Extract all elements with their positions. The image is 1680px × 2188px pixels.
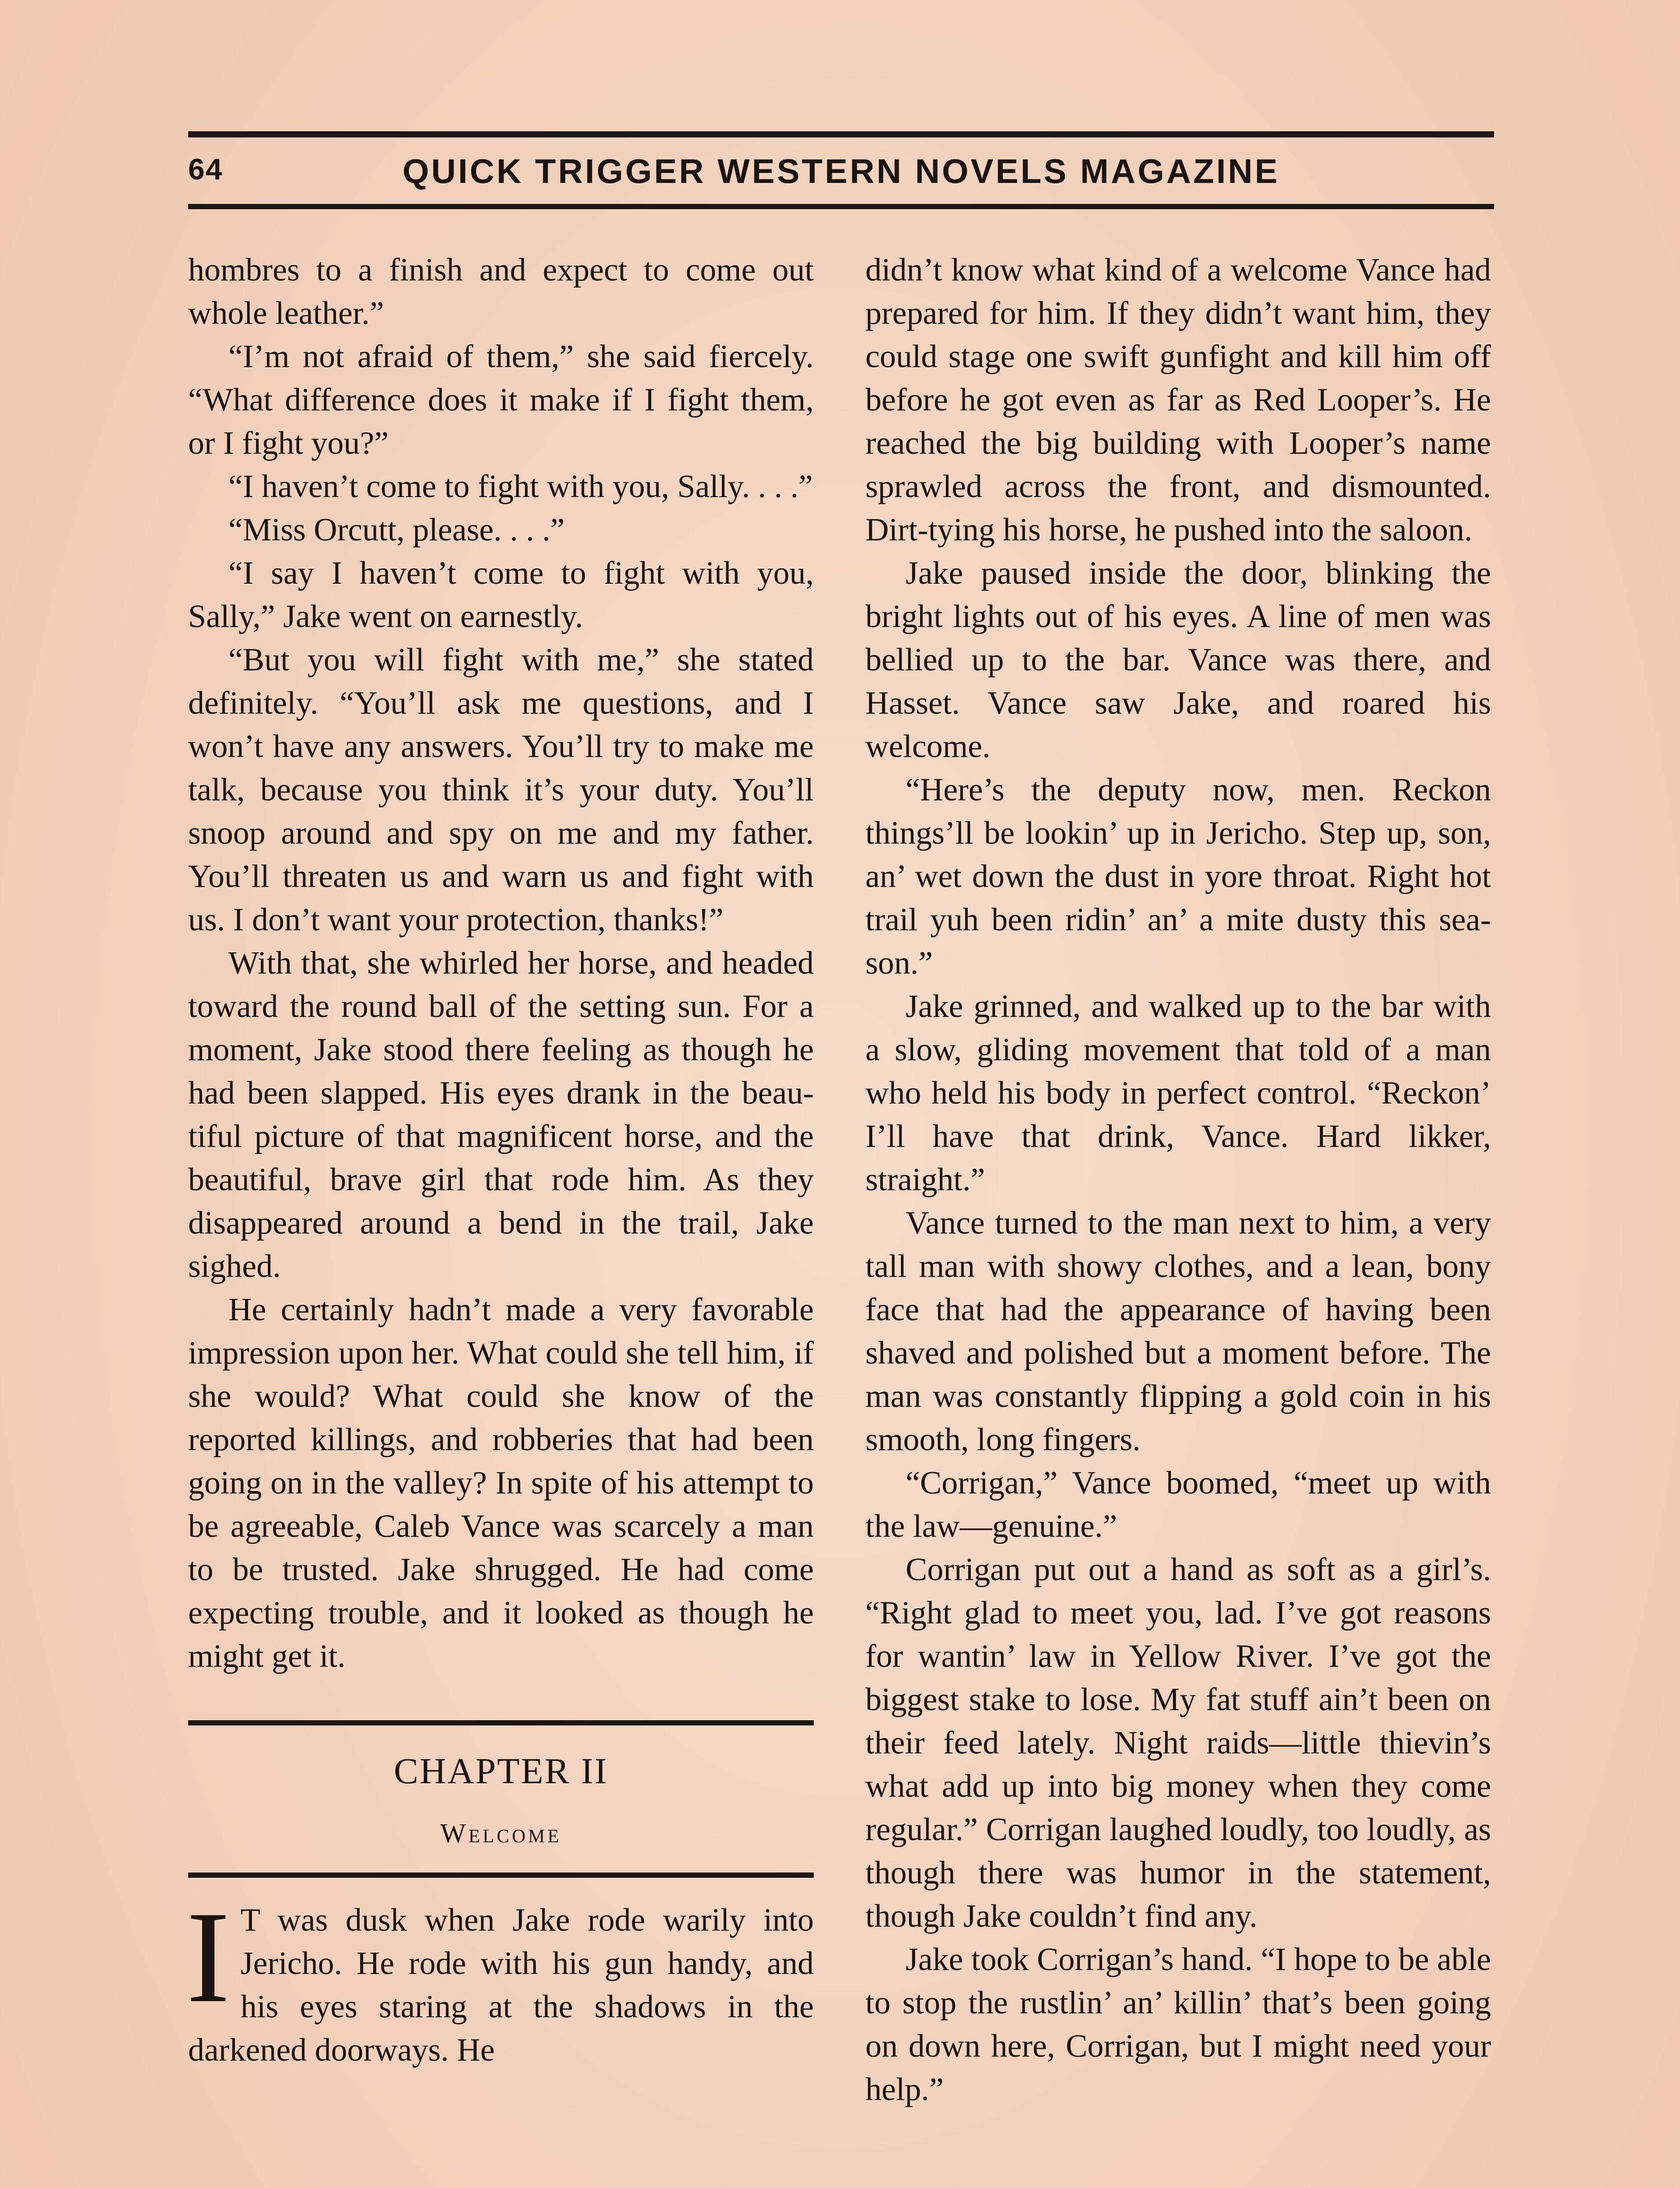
- drop-cap: I: [186, 1884, 230, 2030]
- chapter-opening-text: T was dusk when Jake rode warily into Jericho. He rode with his gun handy, and his eyes staring at the shadows in the darkened doorways. He: [188, 1902, 814, 2068]
- chapter-top-rule: [188, 1720, 814, 1725]
- right-column: [865, 249, 1491, 2111]
- paragraph: Corrigan put out a hand as soft as a girl’s. “Right glad to meet you, lad. I’ve got reasons for wantin’ law in Yellow River. I’ve got the biggest stake to lose. My fat stuff ain’t been on their feed lately. Night raids—little thievin’s what add up into big money when they come regular.” Corrigan laughed loudly, too loudly, as though there was humor in the statement, though Jake couldn’t find any.: [865, 1552, 1491, 1934]
- running-header: [188, 140, 1494, 201]
- paragraph: “Miss Orcutt, please. . . .”: [228, 512, 565, 548]
- paragraph: “But you will fight with me,” she stated definitely. “You’ll ask me questions, and I won’t have any answers. You’ll try to make me talk, because you think it’s your duty. You’ll snoop around and spy on me and my father. You’ll threaten us and warn us and fight with us. I don’t want your protection, thanks!”: [188, 642, 814, 938]
- magazine-title: QUICK TRIGGER WESTERN NOVELS MAGAZINE: [402, 152, 1280, 190]
- left-column: [188, 249, 814, 2072]
- paragraph: He certainly hadn’t made a very favorable impression upon her. What could she tell him, if she would? What could she know of the reported killings, and robberies that had been going on in the valley? In spite of his attempt to be agreeable, Caleb Vance was scarcely a man to be trusted. Jake shrugged. He had come expecting trouble, and it looked as though he might get it.: [188, 1292, 814, 1674]
- chapter-opening-paragraph: [186, 1884, 814, 2072]
- chapter-bottom-rule: [188, 1872, 814, 1878]
- paragraph: “I say I haven’t come to fight with you, Sally,” Jake went on earnestly.: [188, 555, 814, 635]
- paragraph: Jake paused inside the door, blinking the bright lights out of his eyes. A line of men was bellied up to the bar. Vance was there, and Hasset. Vance saw Jake, and roared his welcome.: [865, 555, 1491, 764]
- paragraph: “I haven’t come to fight with you, Sally. . . .”: [228, 469, 813, 505]
- paragraph: “Corrigan,” Vance boomed, “meet up with the law—genuine.”: [865, 1465, 1491, 1544]
- paragraph: hombres to a finish and expect to come out whole leather.”: [188, 252, 814, 331]
- chapter-subtitle: Welcome: [440, 1819, 562, 1848]
- header-top-rule: [188, 131, 1494, 137]
- chapter-heading: [188, 1720, 814, 1878]
- paragraph: “Here’s the deputy now, men. Reckon things’ll be lookin’ up in Jericho. Step up, son, an’ wet down the dust in yore throat. Right hot trail yuh been ridin’ an’ a mite dusty this season.”: [865, 772, 1491, 981]
- chapter-title: CHAPTER II: [394, 1751, 608, 1792]
- paragraph: Vance turned to the man next to him, a very tall man with showy clothes, and a lean, bony face that had the appearance of having been shaved and polished but a moment before. The man was constantly flipping a gold coin in his smooth, long fingers.: [865, 1205, 1491, 1458]
- paragraph: With that, she whirled her horse, and headed toward the round ball of the setting sun. For a moment, Jake stood there feeling as though he had been slapped. His eyes drank in the beautiful picture of that magnificent horse, and the beautiful, brave girl that rode him. As they disappeared around a bend in the trail, Jake sighed.: [188, 945, 814, 1284]
- page-number: 64: [188, 153, 223, 186]
- paragraph: Jake took Corrigan’s hand. “I hope to be able to stop the rustlin’ an’ killin’ that’s been going on down here, Corrigan, but I might need your help.”: [865, 1942, 1491, 2107]
- header-bottom-rule: [188, 204, 1494, 209]
- paragraph: “I’m not afraid of them,” she said fiercely. “What difference does it make if I fight them, or I fight you?”: [188, 339, 814, 461]
- paragraph: Jake grinned, and walked up to the bar with a slow, gliding movement that told of a man who held his body in perfect control. “Reckon’ I’ll have that drink, Vance. Hard likker, straight.”: [865, 989, 1491, 1198]
- paragraph: didn’t know what kind of a welcome Vance had prepared for him. If they didn’t want him, they could stage one swift gunfight and kill him off before he got even as far as Red Looper’s. He reached the big building with Looper’s name sprawled across the front, and dismounted. Dirt-tying his horse, he pushed into the saloon.: [865, 252, 1491, 548]
